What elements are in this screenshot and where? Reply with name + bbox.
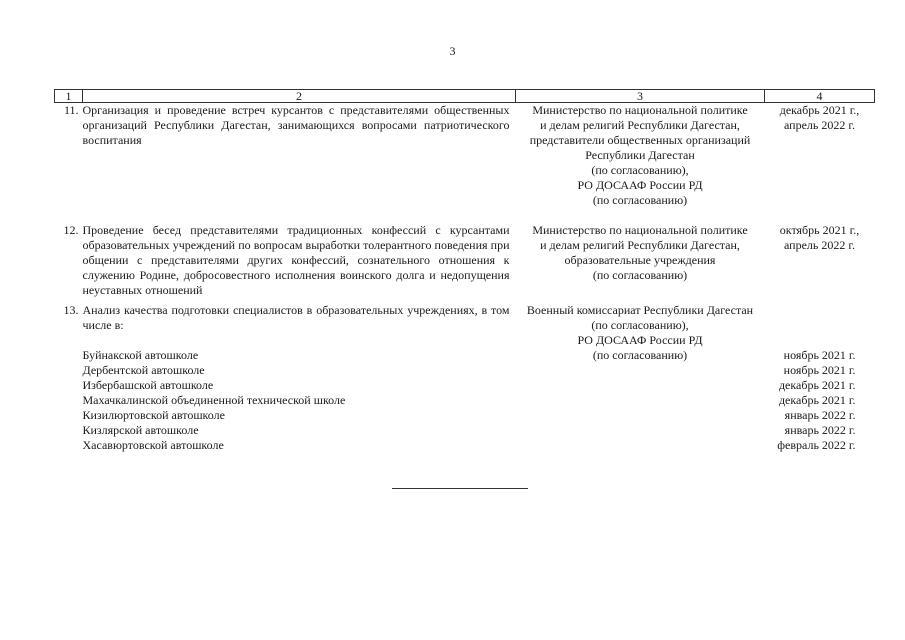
sub-item: Кизлярской автошколе — [82, 423, 199, 437]
row-responsible — [516, 223, 765, 303]
date-line: декабрь 2021 г., — [779, 103, 860, 117]
end-of-document-rule — [392, 488, 528, 489]
responsible-line: (по согласованию) — [592, 193, 688, 207]
responsible-line: образовательные учреждения — [564, 253, 716, 267]
table-row — [55, 303, 875, 453]
sub-item: Хасавюртовской автошколе — [82, 438, 224, 452]
row-responsible — [516, 303, 765, 453]
date-line: январь 2022 г. — [784, 423, 856, 437]
header-col-4: 4 — [765, 90, 875, 103]
responsible-line: и делам религий Республики Дагестан, — [540, 238, 740, 252]
header-row — [55, 90, 875, 103]
table-row — [55, 103, 875, 224]
responsible-line: Военный комиссариат Республики Дагестан — [526, 303, 754, 317]
row-description — [83, 223, 516, 303]
row-responsible — [516, 103, 765, 224]
header-col-3: 3 — [516, 90, 765, 103]
responsible-line: Республики Дагестан — [585, 148, 695, 162]
sub-item: Избербашской автошколе — [82, 378, 214, 392]
row-date — [765, 223, 875, 303]
responsible-line: (по согласованию) — [592, 268, 688, 282]
row-description — [83, 303, 516, 453]
responsible-line: Министерство по национальной политике — [532, 103, 748, 117]
date-line: январь 2022 г. — [784, 408, 856, 422]
responsible-line: представители общественных организаций — [529, 133, 751, 147]
date-line: октябрь 2021 г., — [779, 223, 860, 237]
header-col-1: 1 — [55, 90, 83, 103]
date-line: декабрь 2021 г. — [778, 393, 856, 407]
table-row — [55, 223, 875, 303]
row-description — [83, 103, 516, 224]
sub-item: Кизилюртовской автошколе — [82, 408, 225, 422]
row-number: 12. — [63, 223, 79, 237]
date-line: ноябрь 2021 г. — [783, 348, 856, 362]
description-text: Анализ качества подготовки специалистов в образовательных учреждениях, в том числе в: — [82, 303, 510, 332]
responsible-line: (по согласованию) — [592, 348, 688, 362]
date-line: апрель 2022 г. — [784, 238, 855, 252]
row-date — [765, 103, 875, 224]
header-col-2: 2 — [83, 90, 516, 103]
responsible-line: Министерство по национальной политике — [532, 223, 748, 237]
date-line: февраль 2022 г. — [777, 438, 856, 452]
date-list — [765, 348, 875, 453]
responsible-line: (по согласованию), — [591, 163, 689, 177]
description-text: Организация и проведение встреч курсантов с представителями общественных организаций Республики Дагестан, занимающихся вопросами патриотического воспитания — [82, 103, 510, 147]
responsible-line: РО ДОСААФ России РД — [577, 178, 703, 192]
date-line: декабрь 2021 г. — [778, 378, 856, 392]
sub-item: Буйнакской автошколе — [82, 348, 199, 362]
responsible-line: и делам религий Республики Дагестан, — [540, 118, 740, 132]
responsible-line: РО ДОСААФ России РД — [577, 333, 703, 347]
date-line: апрель 2022 г. — [784, 118, 855, 132]
sub-item: Дербентской автошколе — [82, 363, 205, 377]
sub-item-list — [83, 348, 510, 453]
sub-item: Махачкалинской объединенной технической школе — [82, 393, 346, 407]
responsible-line: (по согласованию), — [591, 318, 689, 332]
date-line: ноябрь 2021 г. — [783, 363, 856, 377]
row-number: 11. — [63, 103, 79, 117]
page-number: 3 — [449, 44, 456, 58]
plan-table — [54, 89, 875, 453]
row-date — [765, 303, 875, 453]
description-text: Проведение бесед представителями традиционных конфессий с курсантами образовательных учреждений по вопросам выработки толерантного поведения при общении с представителями других конфессий, сознательного отношения к служению Родине, добросовестного исполнения воинского долга и недопущения неуставных отношений — [82, 223, 510, 297]
row-number: 13. — [63, 303, 79, 317]
